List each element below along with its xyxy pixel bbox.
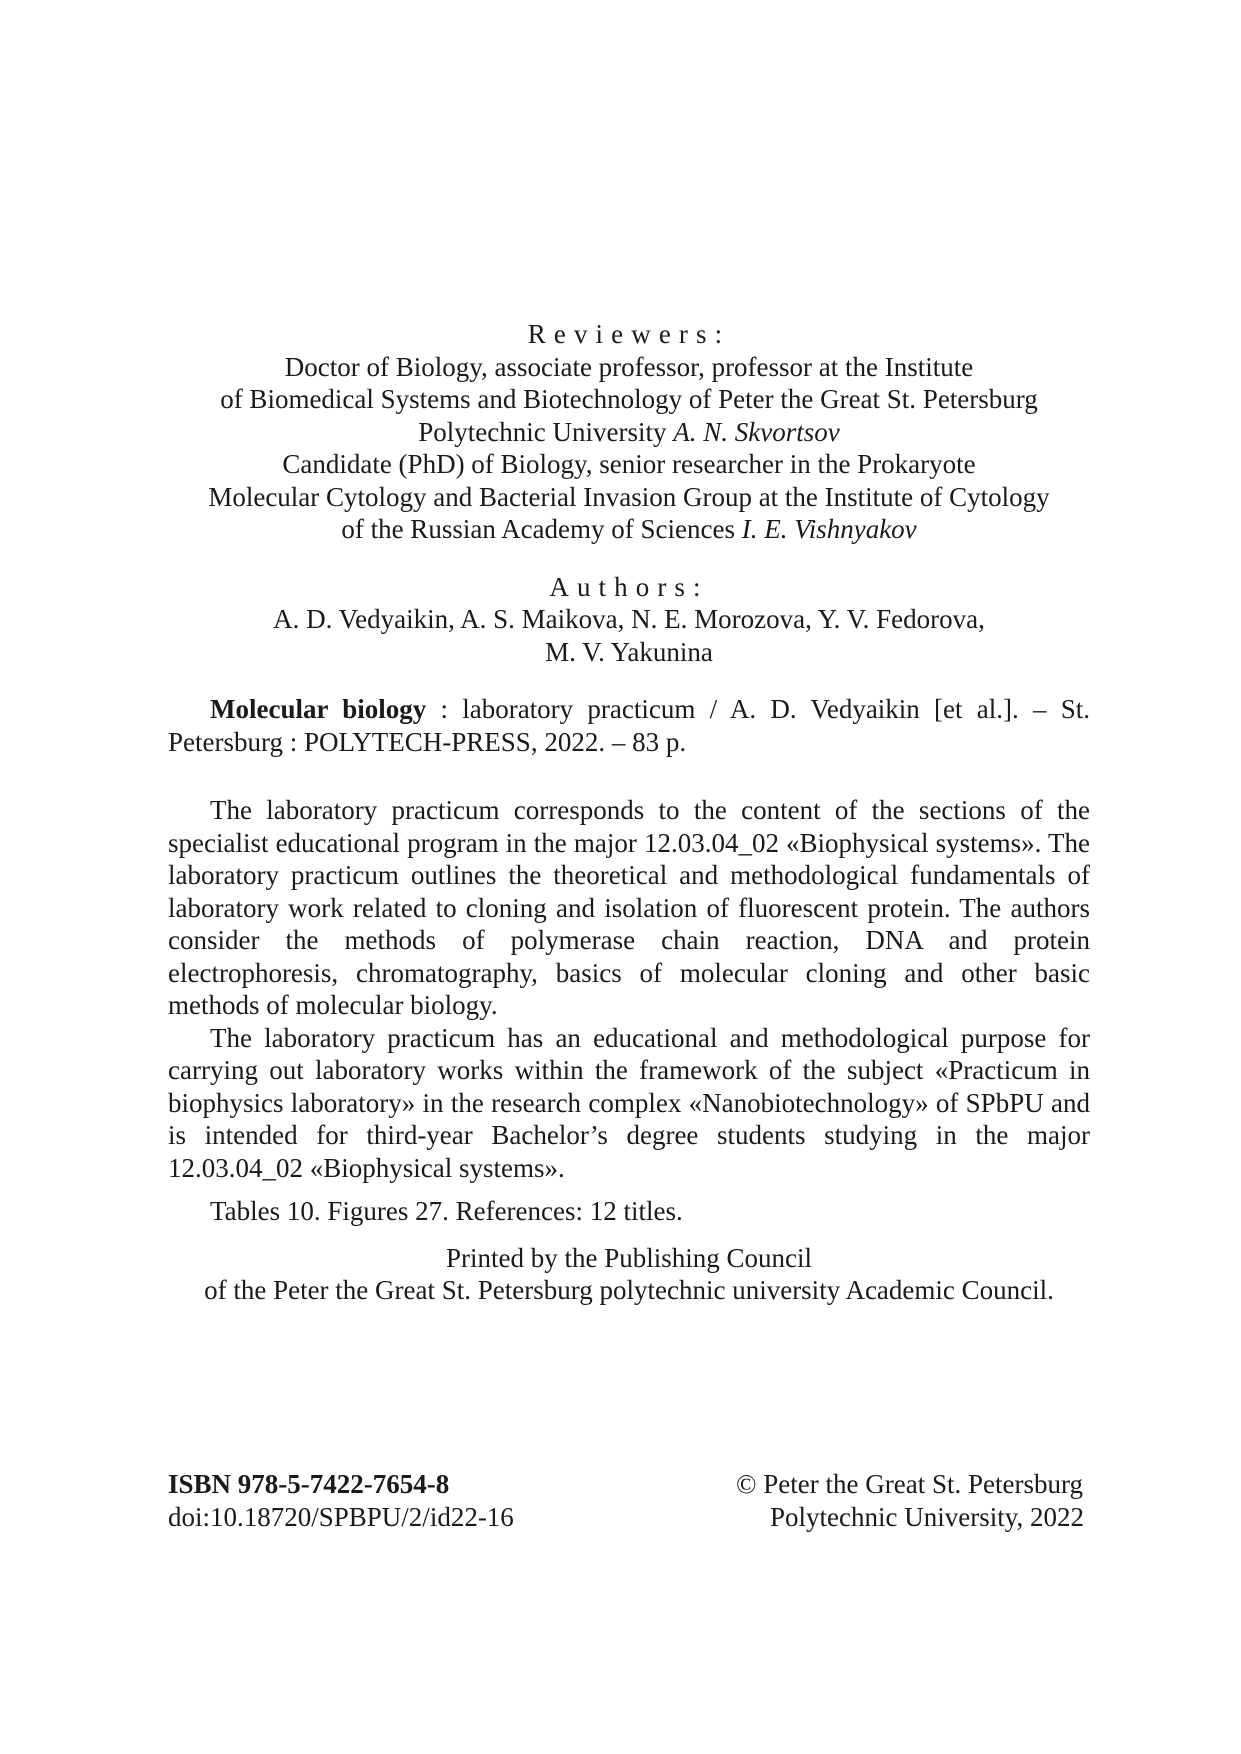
reviewer2-affiliation: of the Russian Academy of Sciences	[341, 514, 735, 544]
reviewer1-name: A. N. Skvortsov	[673, 416, 840, 447]
authors-line2: M. V. Yakunina	[545, 636, 713, 667]
abstract-paragraph-2: The laboratory practicum has an educational and methodological purpose for carrying out laboratory works within the framework of the subject «Practicum in biophysics laboratory» in the research complex «Nanobiotechnology» of SPbPU and is intended for third-year Bachelor’s degree students studying in the major 12.03.04_02 «Biophysical systems».	[168, 1022, 1090, 1183]
copyright-line2: Polytechnic University, 2022	[770, 1501, 1084, 1532]
reviewer1-affiliation: Polytechnic University	[418, 416, 667, 447]
reviewers-section	[168, 318, 1090, 546]
isbn-block	[168, 1468, 514, 1533]
abstract-paragraph-1: The laboratory practicum corresponds to the content of the sections of the specialist educational program in the major 12.03.04_02 «Biophysical systems». The laboratory practicum outlines the theoretical and methodological fundamentals of laboratory work related to cloning and isolation of fluorescent protein. The authors consider the methods of polymerase chain reaction, DNA and protein electrophoresis, chromatography, basics of molecular cloning and other basic methods of molecular biology.	[168, 795, 1090, 1020]
authors-section	[168, 571, 1090, 669]
authors-heading: Authors:	[549, 571, 709, 602]
publishing-line1: Printed by the Publishing Council	[445, 1242, 812, 1273]
copyright-line1: © Peter the Great St. Petersburg	[736, 1469, 1083, 1499]
doi: doi:10.18720/SPBPU/2/id22-16	[168, 1501, 514, 1532]
citation-title: Molecular biology	[210, 694, 427, 724]
isbn: ISBN 978-5-7422-7654-8	[168, 1469, 450, 1499]
reviewer1-line2: of Biomedical Systems and Biotechnology of Peter the Great St. Petersburg	[220, 384, 1038, 414]
reviewer2-name: I. E. Vishnyakov	[741, 514, 917, 544]
reviewer1-line1: Doctor of Biology, associate professor, professor at the Institute	[284, 351, 974, 382]
reviewer2-line3	[168, 513, 1090, 546]
imprint-footer	[168, 1468, 1090, 1533]
reviewers-heading: Reviewers:	[527, 319, 731, 349]
reviewer2-line1: Candidate (PhD) of Biology, senior researcher in the Prokaryote	[282, 449, 976, 479]
copyright-block	[736, 1468, 1090, 1533]
reviewer1-line3	[168, 416, 1090, 449]
document-body	[168, 318, 1090, 1307]
publishing-line2: of the Peter the Great St. Petersburg polytechnic university Academic Council.	[204, 1275, 1054, 1305]
citation	[168, 693, 1090, 758]
stats-line: Tables 10. Figures 27. References: 12 titles.	[210, 1196, 683, 1226]
citation-rest: : laboratory practicum / A. D. Vedyaikin [et al.]. – St. Petersburg : POLYTECH-PRESS, 2022. – 83 p.	[168, 694, 1090, 757]
authors-line1: A. D. Vedyaikin, A. S. Maikova, N. E. Morozova, Y. V. Fedorova,	[273, 604, 985, 634]
reviewer2-line2: Molecular Cytology and Bacterial Invasion Group at the Institute of Cytology	[208, 481, 1050, 512]
publishing-note	[168, 1242, 1090, 1307]
